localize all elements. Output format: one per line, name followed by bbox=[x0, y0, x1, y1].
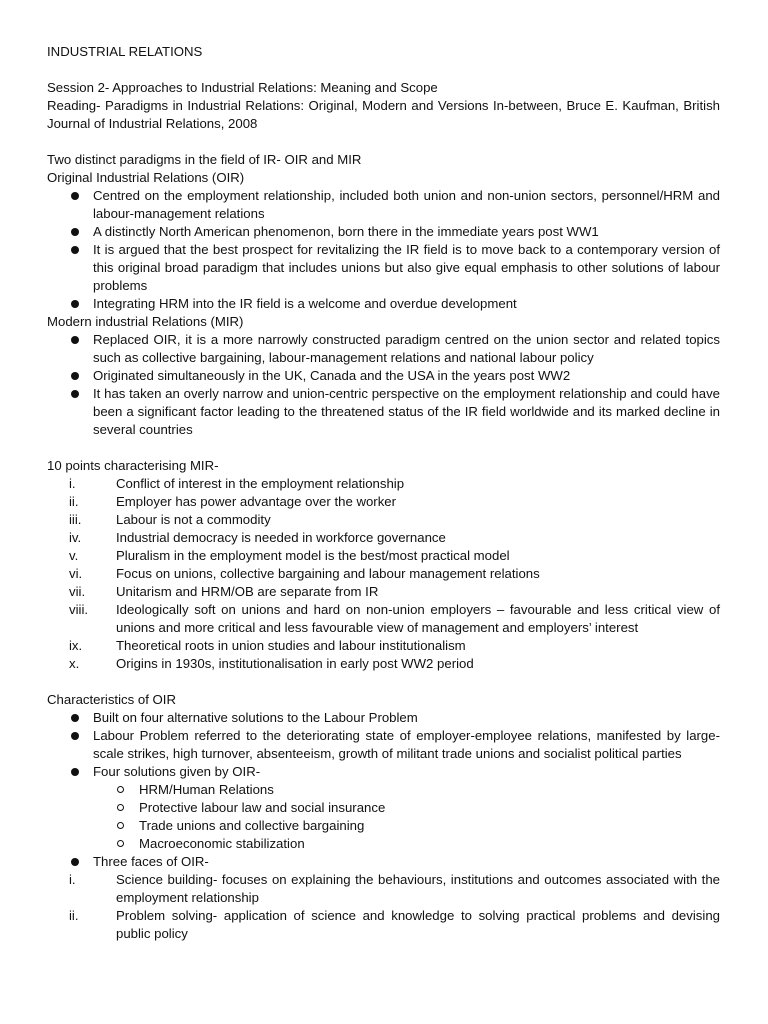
oir-characteristics-title: Characteristics of OIR bbox=[47, 692, 176, 707]
list-item: Originated simultaneously in the UK, Canada and the USA in the years post WW2 bbox=[47, 367, 720, 385]
bullet-icon bbox=[71, 732, 79, 740]
oir-faces-list bbox=[47, 871, 720, 943]
spacer bbox=[47, 673, 720, 691]
bullet-icon bbox=[71, 192, 79, 200]
list-item: viii. Ideologically soft on unions and hard on non-union employers – favourable and less critical view of unions and more critical and less favourable view of management and employers’ interest bbox=[69, 602, 720, 635]
bullet-icon bbox=[71, 858, 79, 866]
list-item: A distinctly North American phenomenon, born there in the immediate years post WW1 bbox=[47, 223, 720, 241]
list-item: It has taken an overly narrow and union-centric perspective on the employment relationship and could have been a significant factor leading to the threatened status of the IR field worldwide and its marked decline in several countries bbox=[47, 385, 720, 439]
bullet-icon bbox=[71, 768, 79, 776]
spacer bbox=[47, 133, 720, 151]
mir-points-title: 10 points characterising MIR- bbox=[47, 458, 219, 473]
circle-bullet-icon bbox=[117, 804, 124, 811]
list-item: i. Science building- focuses on explaining the behaviours, institutions and outcomes associated with the employment relationship bbox=[69, 872, 720, 905]
bullet-icon bbox=[71, 228, 79, 236]
list-item: v. Pluralism in the employment model is the best/most practical model bbox=[69, 548, 510, 563]
intro-line: Two distinct paradigms in the field of IR- OIR and MIR bbox=[47, 152, 362, 167]
list-item: ii. Employer has power advantage over the worker bbox=[69, 494, 397, 509]
list-item: Integrating HRM into the IR field is a welcome and overdue development bbox=[47, 295, 720, 313]
list-item: Replaced OIR, it is a more narrowly constructed paradigm centred on the union sector and related topics such as collective bargaining, labour-management relations and national labour policy bbox=[47, 331, 720, 367]
circle-bullet-icon bbox=[117, 822, 124, 829]
oir-title: Original Industrial Relations (OIR) bbox=[47, 170, 245, 185]
mir-points-list bbox=[47, 475, 720, 673]
list-item: Protective labour law and social insurance bbox=[47, 799, 720, 817]
list-item: ix. Theoretical roots in union studies and labour institutionalism bbox=[69, 638, 466, 653]
spacer bbox=[47, 61, 720, 79]
list-item: Three faces of OIR- bbox=[47, 853, 720, 871]
spacer bbox=[47, 439, 720, 457]
list-item: Trade unions and collective bargaining bbox=[47, 817, 720, 835]
bullet-icon bbox=[71, 336, 79, 344]
mir-title: Modern industrial Relations (MIR) bbox=[47, 314, 244, 329]
circle-bullet-icon bbox=[117, 786, 124, 793]
list-item: Centred on the employment relationship, included both union and non-union sectors, personnel/HRM and labour-management relations bbox=[47, 187, 720, 223]
reading-reference: Reading- Paradigms in Industrial Relations: Original, Modern and Versions In-between, Bruce E. Kaufman, British Journal of Industrial Relations, 2008 bbox=[47, 98, 720, 131]
oir-solutions-list bbox=[93, 781, 720, 853]
list-item: Four solutions given by OIR- HRM/Human Relations Protective labour law and social insurance Trade unions and collective bargaining Macroeconomic stabilization bbox=[47, 763, 720, 853]
document-heading: INDUSTRIAL RELATIONS bbox=[47, 44, 203, 59]
list-item: iii. Labour is not a commodity bbox=[69, 512, 271, 527]
bullet-icon bbox=[71, 246, 79, 254]
mir-bullet-list bbox=[47, 331, 720, 439]
list-item: ii. Problem solving- application of science and knowledge to solving practical problems and devising public policy bbox=[69, 908, 720, 941]
bullet-icon bbox=[71, 300, 79, 308]
list-item: It is argued that the best prospect for revitalizing the IR field is to move back to a contemporary version of this original broad paradigm that includes unions but also give equal emphasis to other solutions of labour problems bbox=[47, 241, 720, 295]
list-item: Built on four alternative solutions to the Labour Problem bbox=[47, 709, 720, 727]
oir-bullet-list bbox=[47, 187, 720, 313]
list-item: Macroeconomic stabilization bbox=[47, 835, 720, 853]
bullet-icon bbox=[71, 390, 79, 398]
bullet-icon bbox=[71, 372, 79, 380]
list-item: Labour Problem referred to the deteriorating state of employer-employee relations, manifested by large-scale strikes, high turnover, absenteeism, growth of militant trade unions and socialist political parties bbox=[47, 727, 720, 763]
oir-characteristics-list bbox=[47, 709, 720, 871]
session-title: Session 2- Approaches to Industrial Relations: Meaning and Scope bbox=[47, 80, 438, 95]
list-item: HRM/Human Relations bbox=[47, 781, 720, 799]
bullet-icon bbox=[71, 714, 79, 722]
circle-bullet-icon bbox=[117, 840, 124, 847]
list-item: vii. Unitarism and HRM/OB are separate from IR bbox=[69, 584, 379, 599]
list-item: iv. Industrial democracy is needed in workforce governance bbox=[69, 530, 446, 545]
list-item: vi. Focus on unions, collective bargaining and labour management relations bbox=[69, 566, 540, 581]
list-item: i. Conflict of interest in the employment relationship bbox=[69, 476, 405, 491]
list-item: x. Origins in 1930s, institutionalisation in early post WW2 period bbox=[69, 656, 474, 671]
